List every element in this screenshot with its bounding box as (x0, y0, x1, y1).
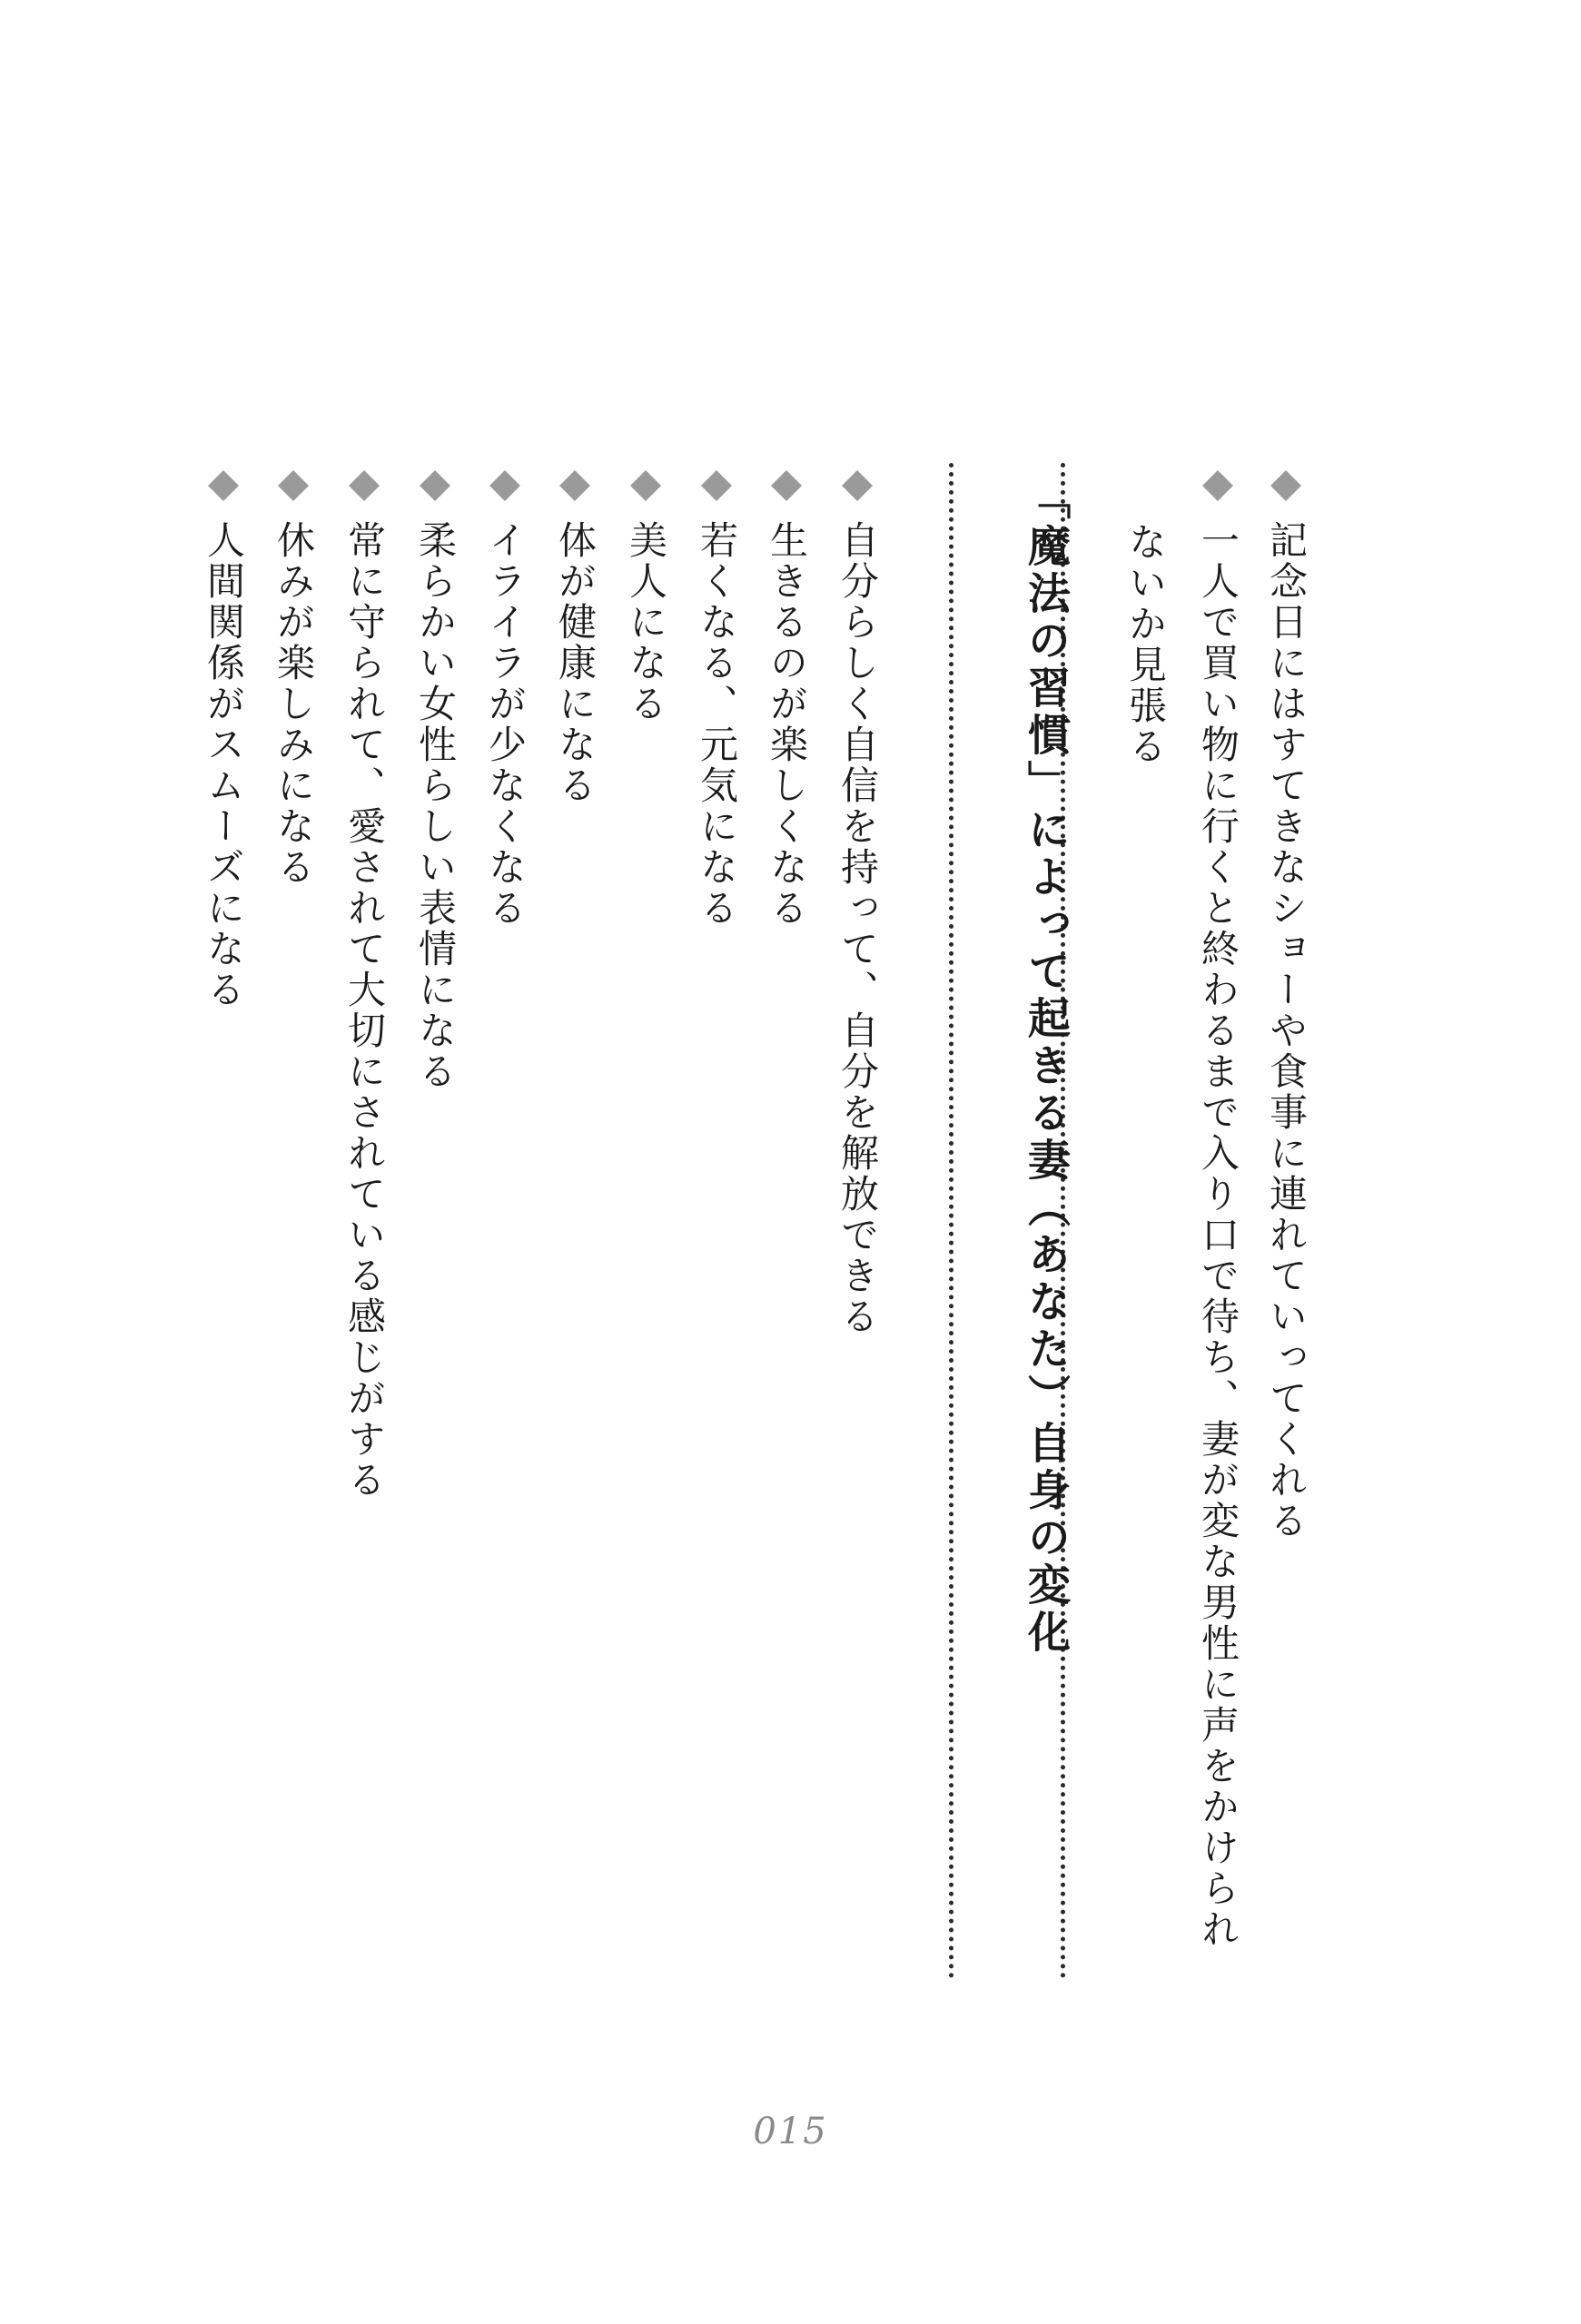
diamond-bullet-icon (1270, 470, 1301, 501)
list-item (1196, 468, 1240, 1950)
list-item-text: 自分らしく自信を持って、自分を解放できる (835, 520, 880, 1337)
diamond-bullet-icon (278, 470, 309, 501)
list-item (272, 468, 316, 888)
list-item-text: 柔らかい女性らしい表情になる (413, 520, 458, 1092)
diamond-bullet-icon (701, 470, 732, 501)
diamond-bullet-icon (771, 470, 802, 501)
list-item-text: 人間関係がスムーズになる (202, 520, 246, 1010)
list-item (413, 468, 458, 1092)
list-item-text: 若くなる、元気になる (695, 520, 739, 929)
list-item (695, 468, 739, 929)
list-item (765, 468, 809, 929)
diamond-bullet-icon (420, 470, 450, 501)
list-item (624, 468, 668, 724)
list-item (835, 468, 880, 1337)
section-heading: 「魔法の習慣」によって起きる妻（あなた）自身の変化 (1021, 477, 1071, 1657)
diamond-bullet-icon (630, 470, 661, 501)
list-item (483, 468, 528, 929)
list-item-continuation: ないか見張る (1123, 522, 1168, 767)
diamond-bullet-icon (349, 470, 380, 501)
diamond-bullet-icon (208, 470, 239, 501)
list-item-text: 常に守られて、愛されて大切にされている感じがする (342, 520, 387, 1501)
diamond-bullet-icon (1202, 470, 1233, 501)
list-item (1264, 468, 1309, 1541)
list-item-text: 美人になる (624, 520, 668, 724)
list-item (342, 468, 387, 1501)
list-item-text: 休みが楽しみになる (272, 520, 316, 888)
diamond-bullet-icon (842, 470, 873, 501)
diamond-bullet-icon (559, 470, 590, 501)
list-item-text: イライラが少なくなる (483, 520, 528, 929)
list-item (553, 468, 598, 806)
page-number: 015 (753, 2111, 828, 2152)
list-item-text: 生きるのが楽しくなる (765, 520, 809, 929)
list-item-text: 一人で買い物に行くと終わるまで入り口で待ち、妻が変な男性に声をかけられ (1196, 520, 1240, 1950)
diamond-bullet-icon (489, 470, 520, 501)
list-item (202, 468, 246, 1010)
dotted-divider-left (949, 463, 954, 1979)
list-item-text: 体が健康になる (553, 520, 598, 806)
list-item-text: 記念日にはすてきなショーや食事に連れていってくれる (1264, 520, 1309, 1541)
